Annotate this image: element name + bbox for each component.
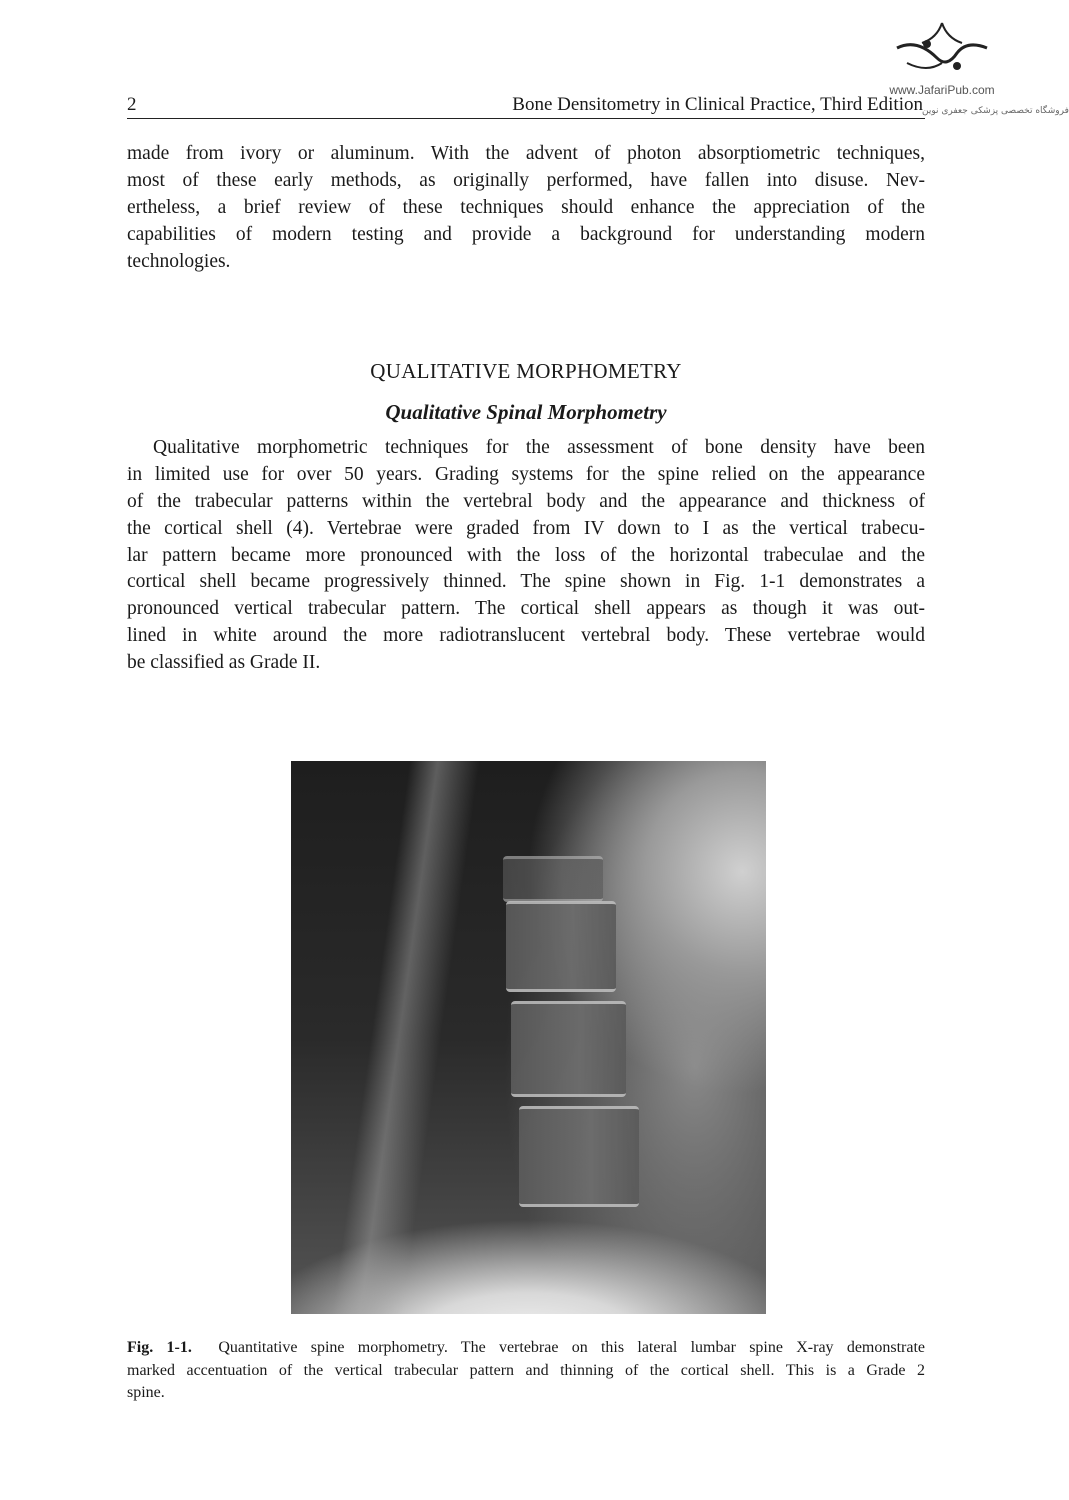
caption-text: Quantitative spine morphometry. The vertebrae on this lateral lumbar spine X-ray demonstrate <box>218 1339 926 1356</box>
running-title: Bone Densitometry in Clinical Practice, Third Edition <box>512 94 923 115</box>
caption-line: spine. <box>127 1384 165 1401</box>
intro-paragraph <box>127 141 925 275</box>
text-line: in limited use for over 50 years. Grading systems for the spine relied on the appearance <box>127 463 925 485</box>
caption-line <box>127 1337 925 1360</box>
text-line: lar pattern became more pronounced with the loss of the horizontal trabeculae and the <box>127 544 925 566</box>
vertebra <box>511 1001 626 1097</box>
section-paragraph <box>127 435 925 677</box>
vertebra <box>506 901 616 992</box>
watermark-url: www.JafariPub.com <box>889 83 995 97</box>
page-number: 2 <box>127 94 137 115</box>
text-line: of the trabecular patterns within the vertebral body and the appearance and thickness of <box>127 490 925 512</box>
running-header <box>127 94 925 119</box>
figure-label: Fig. 1-1. <box>127 1339 192 1356</box>
text-line: cortical shell became progressively thinned. The spine shown in Fig. 1-1 demonstrates a <box>127 571 925 593</box>
text-line: capabilities of modern testing and provide a background for understanding modern <box>127 223 925 245</box>
subsection-heading: Qualitative Spinal Morphometry <box>385 400 667 424</box>
text-line: Qualitative morphometric techniques for the assessment of bone density have been <box>153 437 925 458</box>
text-line: the cortical shell (4). Vertebrae were graded from IV down to I as the vertical trabecu- <box>127 517 925 539</box>
text-line: technologies. <box>127 250 231 272</box>
text-line: ertheless, a brief review of these techniques should enhance the appreciation of the <box>127 196 925 218</box>
posterior-elements <box>332 761 480 1314</box>
publisher-logo-icon <box>887 18 997 78</box>
text-line: lined in white around the more radiotranslucent vertebral body. These vertebrae would <box>127 625 925 647</box>
caption-line: marked accentuation of the vertical trabecular pattern and thinning of the cortical shell. This is a Grade 2 <box>127 1361 925 1379</box>
vertebra <box>503 856 603 902</box>
watermark-tagline: فروشگاه تخصصی پزشکی جعفری نوین <box>922 106 1069 116</box>
text-line: be classified as Grade II. <box>127 652 321 674</box>
figure-caption <box>127 1337 925 1405</box>
publisher-watermark <box>862 18 1069 116</box>
spine-xray-figure <box>291 761 766 1314</box>
section-heading: QUALITATIVE MORPHOMETRY <box>370 359 682 383</box>
vertebra <box>519 1106 639 1207</box>
text-line: made from ivory or aluminum. With the advent of photon absorptiometric techniques, <box>127 143 925 164</box>
text-line: most of these early methods, as originally performed, have fallen into disuse. Nev- <box>127 169 925 191</box>
text-line: pronounced vertical trabecular pattern. The cortical shell appears as though it was out- <box>127 598 925 620</box>
